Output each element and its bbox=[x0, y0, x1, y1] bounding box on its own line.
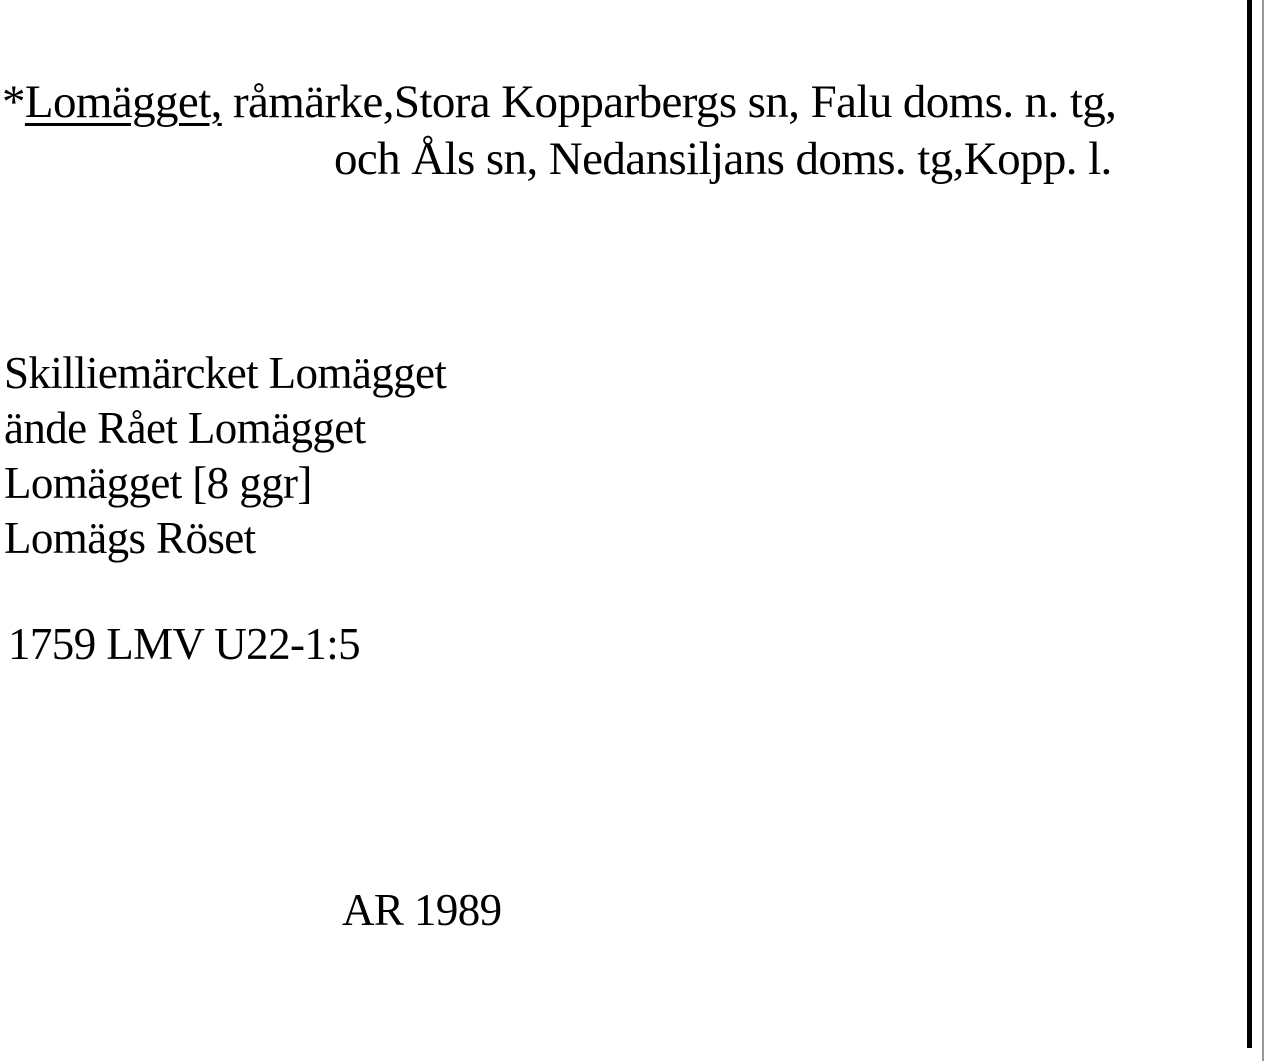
entry-description: råmärke,Stora Kopparbergs sn, Falu doms. n. tg, bbox=[221, 76, 1117, 128]
attested-form: Lomägs Röset bbox=[4, 513, 256, 563]
entry-description-continued: och Åls sn, Nedansiljans doms. tg,Kopp. l. bbox=[334, 133, 1112, 185]
attested-form: Lomägget [8 ggr] bbox=[4, 458, 312, 508]
entry-heading bbox=[2, 74, 1116, 130]
card-edge-line bbox=[1247, 0, 1252, 1048]
entry-asterisk: * bbox=[2, 76, 25, 128]
card-edge-faint-line bbox=[1262, 0, 1264, 1061]
source-reference: 1759 LMV U22-1:5 bbox=[8, 619, 361, 669]
signature: AR 1989 bbox=[342, 885, 502, 935]
attested-form: Skilliemärcket Lomägget bbox=[4, 348, 447, 398]
entry-name: Lomägget, bbox=[24, 76, 222, 128]
attested-forms bbox=[4, 346, 446, 566]
attested-form: ände Rået Lomägget bbox=[4, 403, 366, 453]
